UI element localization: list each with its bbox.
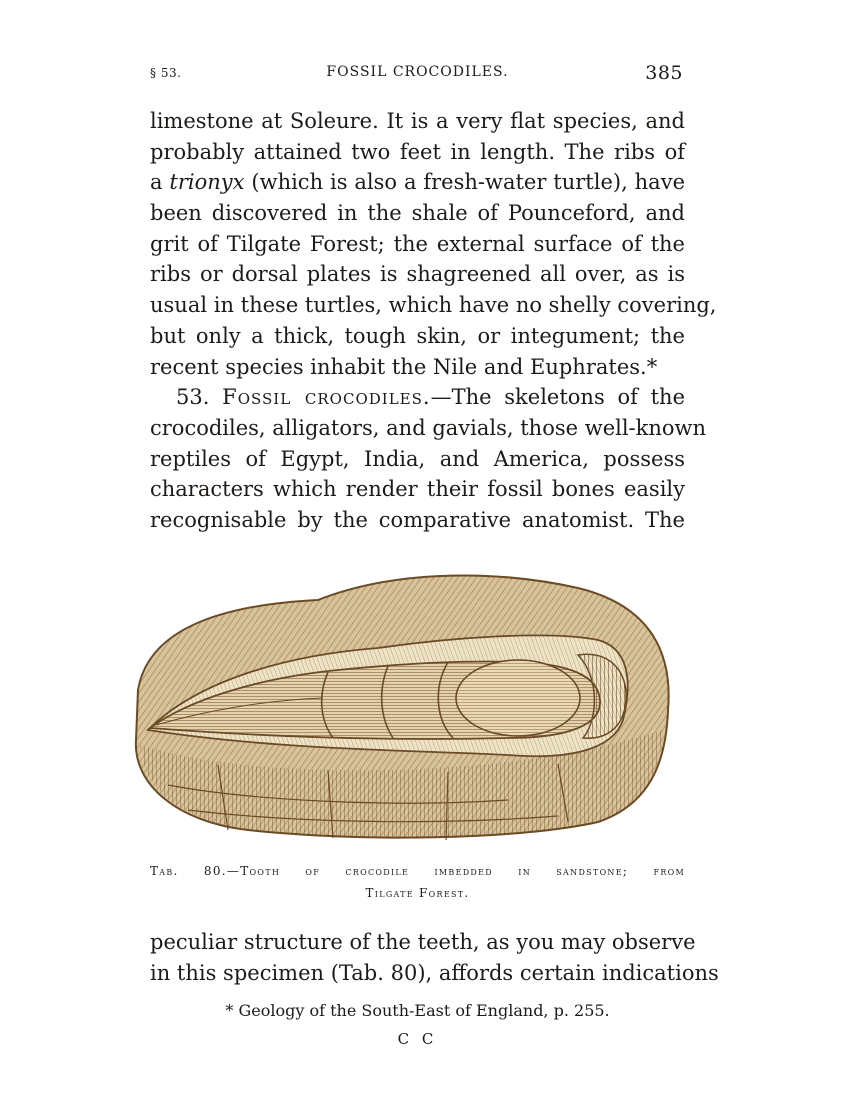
- text-line: characters which render their fossil bones easily: [150, 477, 685, 502]
- continuation-text: [150, 927, 719, 988]
- section-heading-line: [150, 382, 685, 413]
- text-line: crocodiles, alligators, and gavials, those well-known: [150, 415, 707, 440]
- running-title: FOSSIL CROCODILES.: [326, 64, 509, 80]
- body-text: [150, 106, 717, 536]
- text-line: peculiar structure of the teeth, as you may observe: [150, 930, 696, 954]
- caption-line: Tab. 80.—Tooth of crocodile imbedded in sandstone; from: [150, 864, 685, 878]
- section-reference: § 53.: [150, 66, 182, 80]
- section-title: Fossil crocodiles.: [222, 385, 431, 410]
- signature-mark: C C: [397, 1030, 438, 1048]
- text-fragment: (which is also a fresh-water turtle), have: [244, 170, 685, 195]
- text-line: been discovered in the shale of Pounceford, and: [150, 201, 685, 226]
- text-line: in this specimen (Tab. 80), affords certain indications: [150, 960, 719, 985]
- section-number: 53.: [176, 385, 210, 410]
- page-number: 385: [645, 62, 683, 84]
- running-head: [150, 62, 685, 86]
- text-line: recognisable by the comparative anatomist. The: [150, 507, 685, 532]
- section-text: —The skeletons of the: [430, 385, 685, 410]
- text-line: reptiles of Egypt, India, and America, possess: [150, 446, 685, 471]
- text-line: [150, 167, 685, 198]
- footnote: * Geology of the South-East of England, p. 255.: [225, 1001, 610, 1020]
- text-line: probably attained two feet in length. The ribs of: [150, 139, 685, 164]
- caption-line: Tilgate Forest.: [365, 886, 470, 900]
- text-fragment: a: [150, 170, 170, 195]
- crocodile-tooth-engraving: [128, 560, 676, 842]
- text-line: but only a thick, tough skin, or integument; the: [150, 323, 685, 348]
- text-line: recent species inhabit the Nile and Euphrates.*: [150, 354, 658, 379]
- italic-term: trionyx: [169, 170, 245, 195]
- text-line: ribs or dorsal plates is shagreened all over, as is: [150, 262, 685, 287]
- figure-caption: [150, 860, 685, 904]
- text-line: usual in these turtles, which have no shelly covering,: [150, 293, 717, 318]
- text-line: limestone at Soleure. It is a very flat species, and: [150, 109, 685, 133]
- text-line: grit of Tilgate Forest; the external surface of the: [150, 231, 685, 256]
- engraving-image: [128, 560, 676, 842]
